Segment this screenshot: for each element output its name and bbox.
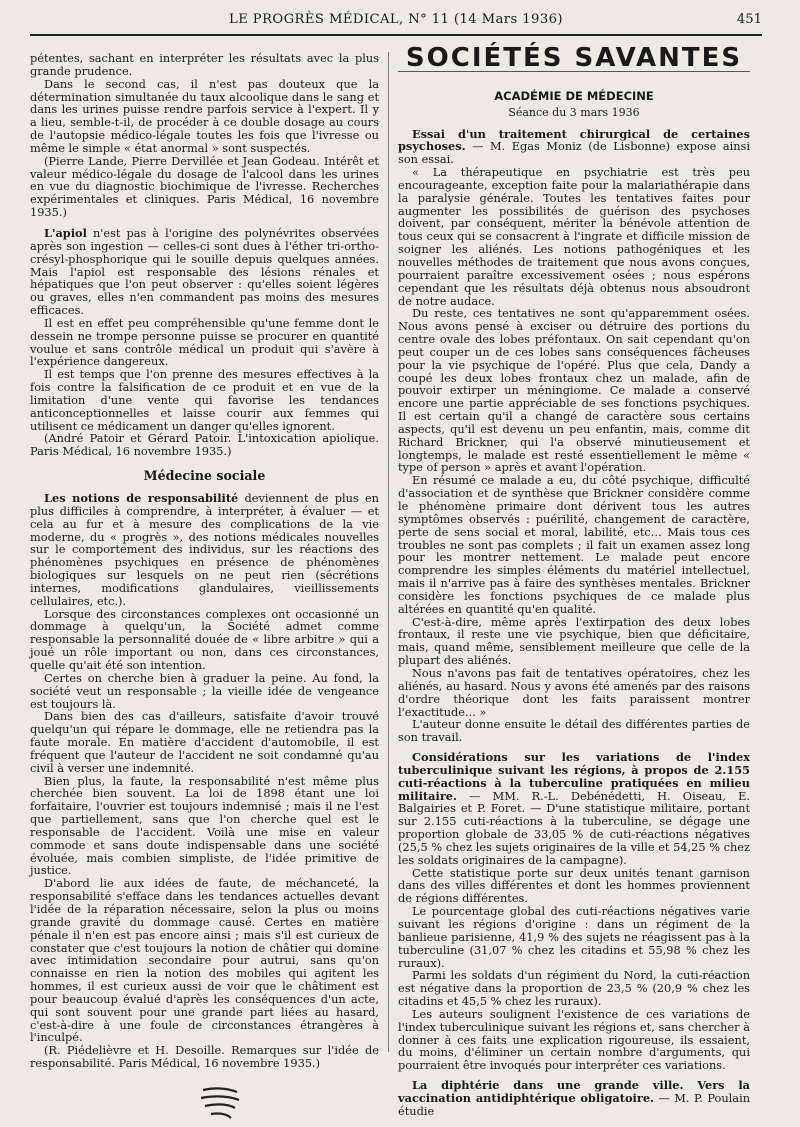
paragraph: Cette statistique porte sur deux unités tenant garnison dans des villes différentes et dont les hommes proviennent de régions différentes. — [398, 865, 750, 906]
ornament-icon — [195, 1084, 245, 1124]
reference: (Pierre Lande, Pierre Dervillée et Jean Godeau. Intérêt et valeur médico-légale du dosage de l'alcool dans les urines en vue du diagnostic biochimique de l'ivresse. Recherches expérimentales et cliniques. Paris Médical, 16 novembre 1935.) — [30, 153, 379, 220]
paragraph: En résumé ce malade a eu, du côté psychique, difficulté d'association et de synthèse que Brickner considère comme le phénomène primaire dont dérivent tous les autres symptômes observés : puérilité, changement de caractère, perte de sens social et moral, labilité, etc... Mais tous ces troubles ne sont pas complets ; il fait un examen assez long pour les montrer nettement. Le malade peut encore comprendre les simples éléments du matériel intellectuel, mais il n'arrive pas à faire des synthèses mentales. Brickner considère les fonctions psychiques de ce malade plus altérées en quantité qu'en qualité. — [398, 473, 750, 616]
academy-heading: ACADÉMIE DE MÉDECINE — [494, 88, 654, 103]
paragraph: Lorsque des circonstances complexes ont occasionné un dommage à quelqu'un, la Société admet comme responsable la personnalité douée de « libre arbitre » qui a joué un rôle important ou non, dans ces circonstances, quelle qu'ait été son intention. — [30, 606, 379, 672]
lead-phrase: La diphtérie dans une grande ville. Vers la vaccination antidiphtérique obligatoire. — [398, 1078, 750, 1105]
page-number: 451 — [736, 12, 762, 27]
paragraph-text: deviennent de plus en plus difficiles à comprendre, à interpréter, à évaluer — et cela au fur et à mesure des complications de la vie moderne, du « progrès », des notions médicales nouvelles sur le comportement des individus, sur les réactions des phénomènes psychiques en présence de phénomènes biologiques sur lesquels on ne peut rien (sécrétions internes, modifications glandulaires, vieillissements cellulaires, etc.). — [30, 491, 379, 608]
right-column — [398, 43, 751, 1118]
paragraph: D'abord lie aux idées de faute, de méchanceté, la responsabilité s'efface dans les tendances actuelles devant l'idée de la réparation nécessaire, selon la plus ou moins grande gravité du dommage causé. Certes en matière pénale il n'en est pas encore ainsi ; mais s'il est curieux de constater que c'est toujours la notion de châtier qui domine avec intimidation secondaire pour autrui, sans qu'on connaisse en rien la notion des mobiles qui agitent les hommes, il est curieux aussi de voir que le châtiment est pour beaucoup évalué d'après les conséquences d'un acte, qui sont souvent pour une grande part liées au hasard, c'est-à-dire à une foule de circonstances étrangères à l'inculpé. — [30, 876, 379, 1045]
section-title: SOCIÉTÉS SAVANTES — [398, 52, 750, 72]
paragraph — [398, 1079, 750, 1118]
column-divider — [388, 52, 389, 1052]
paragraph — [30, 492, 379, 608]
paragraph: Le pourcentage global des cuti-réactions négatives varie suivant les régions d'origine : dans un régiment de la banlieue parisienne, 41,9 % des sujets ne réagissent pas à la tuberculine (31,07 % chez les citadins et 55,98 % chez les ruraux). — [398, 904, 750, 970]
lead-phrase: Considérations sur les variations de l'index tuberculinique suivant les régions, à propos de 2.155 cuti-réactions à la tuberculine pratiquées en milieu militaire. — [398, 750, 750, 803]
section-title: Médecine sociale — [143, 468, 266, 484]
paragraph: pétentes, sachant en interpréter les résultats avec la plus grande prudence. — [30, 51, 379, 78]
paragraph: L'auteur donne ensuite le détail des différentes parties de son travail. — [398, 717, 750, 745]
paragraph: Il est temps que l'on prenne des mesures effectives à la fois contre la falsification de ce produit et en vue de la limitation d'une vente qui favorise les tendances anticonceptionnelles et laisse courir aux femmes qui utilisent ce médicament un danger qu'elles ignorent. — [30, 367, 379, 433]
paragraph: C'est-à-dire, même après l'extirpation des deux lobes frontaux, il reste une vie psychique, bien que déficitaire, mais, quand même, sensiblement meilleure que celle de la plupart des aliénés. — [398, 614, 750, 668]
lead-phrase: Les notions de responsabilité — [44, 491, 239, 505]
paragraph-text: — M. P. Poulain étudie — [398, 1090, 751, 1118]
reference: (André Patoir et Gérard Patoir. L'intoxication apiolique. Paris Médical, 16 novembre 1935.) — [30, 431, 379, 459]
paragraph-text: — M. Egas Moniz (de Lisbonne) expose ainsi son essai. — [398, 139, 750, 167]
session-date: Séance du 3 mars 1936 — [508, 105, 640, 119]
paragraph: « La thérapeutique en psychiatrie est très peu encourageante, exception faite pour la malariathérapie dans la paralysie générale. Toutes les tentatives faites pour augmenter les possibilités de guérison des psychoses doivent, par conséquent, mériter la bénévole attention de tous ceux qui se consacrent à l'ingrate et difficile mission de soigner les aliénés. Les notions pathogéniques et les nouvelles méthodes de traitement que nous avons conçues, pourraient paraître excessivement osées ; nous espérons cependant que les résultats déjà obtenus nous absoudront de notre audace. — [398, 165, 750, 308]
paragraph: Dans le second cas, il n'est pas douteux que la détermination simultanée du taux alcoolique dans le sang et dans les urines puisse rendre parfois service à l'expert. Il y a lieu, semble-t-il, de procéder à ce double dosage au cours de l'autopsie médico-légale toutes les fois que l'ivresse ou même le simple « état anormal » sont suspectés. — [30, 76, 379, 155]
lead-phrase: L'apiol — [44, 225, 87, 240]
paragraph — [398, 751, 750, 867]
paragraph: Certes on cherche bien à graduer la peine. Au fond, la société veut un responsable ; la vieille idée de vengeance est toujours là. — [30, 670, 379, 711]
lead-phrase: Essai d'un traitement chirurgical de certaines psychoses. — [398, 126, 750, 154]
paragraph: Les auteurs soulignent l'existence de ces variations de l'index tuberculinique suivant les régions et, sans chercher à donner à ces faits une explication rigoureuse, ils essaient, du moins, d'éliminer un certain nombre d'arguments, qui pourraient être invoqués pour interpréter ces variations. — [398, 1006, 750, 1073]
paragraph — [398, 128, 750, 167]
paragraph: Il est en effet peu compréhensible qu'une femme dont le dessein ne trompe personne puisse se procurer en quantité voulue et sans contrôle médical un produit qui s'avère à l'expérience dangereux. — [30, 315, 379, 369]
running-header — [30, 12, 762, 36]
paragraph: Dans bien des cas d'ailleurs, satisfaite d'avoir trouvé quelqu'un qui répare le dommage, elle ne retiendra pas la faute morale. En matière d'accident d'automobile, il est fréquent que l'auteur de l'accident ne soit condamné qu'au civil à verser une indemnité. — [30, 709, 379, 775]
paragraph: Bien plus, la faute, la responsabilité n'est même plus cherchée bien souvent. La loi de 1898 étant une loi forfaitaire, l'ouvrier est toujours indemnisé ; mais il ne l'est que partiellement, sans que l'on cherche quel est le responsable de l'accident. Voilà une mise en valeur commode et sans doute indispensable dans une société évoluée, mais combien simpliste, de l'idée primitive de justice. — [30, 773, 379, 878]
paragraph — [30, 227, 379, 317]
paragraph: Du reste, ces tentatives ne sont qu'apparemment osées. Nous avons pensé à exciser ou détruire des portions du centre ovale des lobes préfontaux. On sait cependant qu'on peut couper un de ces lobes sans conséquences fâcheuses pour la vie psychique de l'opéré. Plus que cela, Dandy a coupé les deux lobes frontaux chez un malade, afin de pouvoir extirper un méningiome. Ce malade a conservé encore une partie appréciable de ses fonctions psychiques. Il est certain qu'il a changé de caractère sous certains aspects, qu'il est devenu un peu enfantin, mais, comme dit Richard Brickner, qui l'a observé minutieusement et longtemps, le malade est resté essentiellement le même « type of person » après et avant l'opération. — [398, 306, 750, 475]
paragraph-text: — MM. R.-L. Debénédetti, H. Oiseau, E. Balgairies et P. Foret. — D'une statistique militaire, portant sur 2.155 cuti-réactions à la tuberculine, se dégage une proportion globale de 33,05 % de cuti-réactions négatives (25,5 % chez les sujets originaires de la ville et 54,25 % chez les soldats originaires de la campagne). — [398, 788, 750, 867]
reference: (R. Piédelièvre et H. Desoille. Remarques sur l'idée de responsabilité. Paris Médical, 16 novembre 1935.) — [30, 1043, 379, 1071]
paragraph: Parmi les soldats d'un régiment du Nord, la cuti-réaction est négative dans la proportion de 23,5 % (20,9 % chez les citadins et 45,5 % chez les ruraux). — [398, 968, 750, 1009]
paragraph-text: n'est pas à l'origine des polynévrites observées après son ingestion — celles-ci sont dues à l'éther tri-ortho-crésyl-phosphorique qui le souille depuis quelques années. Mais l'apiol est responsable des lésions rénales et hépatiques que l'on peut observer : qu'elles soient légères ou graves, elles n'en commandent pas moins des mesures efficaces. — [30, 225, 379, 318]
left-column — [30, 52, 379, 1070]
paragraph: Nous n'avons pas fait de tentatives opératoires, chez les aliénés, au hasard. Nous y avons été amenés par des raisons d'ordre théorique dont les faits paraissent montrer l'exactitude... » — [398, 665, 750, 719]
journal-title: LE PROGRÈS MÉDICAL, N° 11 (14 Mars 1936) — [229, 12, 563, 27]
